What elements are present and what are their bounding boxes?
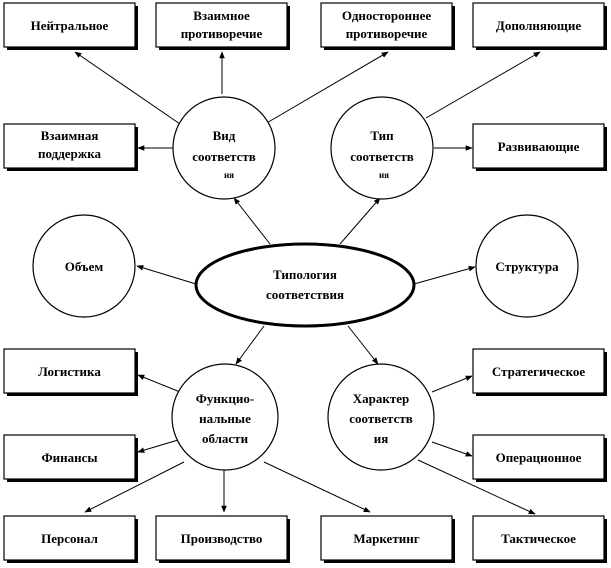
hub-harakter xyxy=(328,364,434,470)
edge-funk-logistika xyxy=(138,375,180,392)
edge-funk-finansy xyxy=(138,440,178,452)
hub-harakter-label-3: ия xyxy=(373,431,389,446)
hub-tip xyxy=(331,97,433,199)
box-strategicheskoe xyxy=(473,349,607,396)
box-vzaimnaya xyxy=(4,124,138,171)
hub-vid-label-1: Вид xyxy=(212,128,236,143)
edge-center-tip xyxy=(340,198,380,244)
center-node xyxy=(196,244,414,326)
box-operatsionnoe xyxy=(473,435,607,482)
box-finansy xyxy=(4,435,138,482)
hub-struktura-label: Структура xyxy=(495,259,559,274)
box-proizvodstvo xyxy=(156,516,290,563)
edge-center-obem xyxy=(137,266,196,284)
box-vzaimnaya-label-2: поддержка xyxy=(38,146,101,161)
edge-funk-marketing xyxy=(264,462,370,512)
hub-obem-label: Объем xyxy=(64,259,104,274)
box-takticheskoe xyxy=(473,516,607,563)
hub-funk-label-2: нальные xyxy=(199,411,251,426)
hub-vid xyxy=(173,97,275,199)
hub-struktura xyxy=(476,215,578,317)
edge-harakter-strategicheskoe xyxy=(432,376,472,392)
box-dopolnyayushie-label: Дополняющие xyxy=(495,18,582,33)
box-marketing xyxy=(321,516,455,563)
hub-funk-label-1: Функцио- xyxy=(195,391,255,406)
edge-center-struktura xyxy=(414,267,475,284)
box-vzaimnoe-label-2: противоречие xyxy=(180,26,263,41)
hub-harakter-label-1: Характер xyxy=(352,391,410,406)
box-razvivayushie xyxy=(473,124,607,171)
box-personal xyxy=(4,516,138,563)
edge-center-vid xyxy=(234,198,270,244)
edge-tip-dopolnyayushie xyxy=(426,52,540,118)
edge-vid-neitralnoe xyxy=(75,52,180,124)
box-proizvodstvo-label: Производство xyxy=(180,531,263,546)
box-vzaimnaya-label-1: Взаимная xyxy=(40,128,99,143)
box-neitralnoe xyxy=(4,3,138,50)
hub-obem xyxy=(33,215,135,317)
box-finansy-label: Финансы xyxy=(41,450,98,465)
box-odnostoronnee-label-2: противоречие xyxy=(345,26,428,41)
hub-tip-label-1: Тип xyxy=(370,128,394,143)
hub-tip-label-2: соответств xyxy=(350,149,414,164)
box-vzaimnoe-label-1: Взаимное xyxy=(193,8,250,23)
box-operatsionnoe-label: Операционное xyxy=(495,450,582,465)
hub-vid-label-2: соответств xyxy=(192,149,256,164)
hub-harakter-label-2: соответств xyxy=(349,411,413,426)
edge-center-harakter xyxy=(348,326,378,364)
hub-tip-label-3: ия xyxy=(378,170,390,180)
box-odnostoronnee xyxy=(321,3,455,50)
edge-center-funk xyxy=(236,326,264,364)
hub-funk xyxy=(172,364,278,470)
box-strategicheskoe-label: Стратегическое xyxy=(491,364,586,379)
box-odnostoronnee-label-1: Одностороннее xyxy=(341,8,432,23)
center-label-2: соответствия xyxy=(265,287,345,302)
box-logistika-label: Логистика xyxy=(38,364,101,379)
box-personal-label: Персонал xyxy=(41,531,98,546)
box-razvivayushie-label: Развивающие xyxy=(497,139,580,154)
box-dopolnyayushie xyxy=(473,3,607,50)
box-marketing-label: Маркетинг xyxy=(353,531,420,546)
box-neitralnoe-label: Нейтральное xyxy=(30,18,109,33)
center-label-1: Типология xyxy=(273,267,337,282)
box-takticheskoe-label: Тактическое xyxy=(501,531,576,546)
hub-funk-label-3: области xyxy=(201,431,249,446)
edge-harakter-operatsionnoe xyxy=(432,442,472,456)
box-logistika xyxy=(4,349,138,396)
hub-vid-label-3: ия xyxy=(223,170,235,180)
box-vzaimnoe xyxy=(156,3,290,50)
